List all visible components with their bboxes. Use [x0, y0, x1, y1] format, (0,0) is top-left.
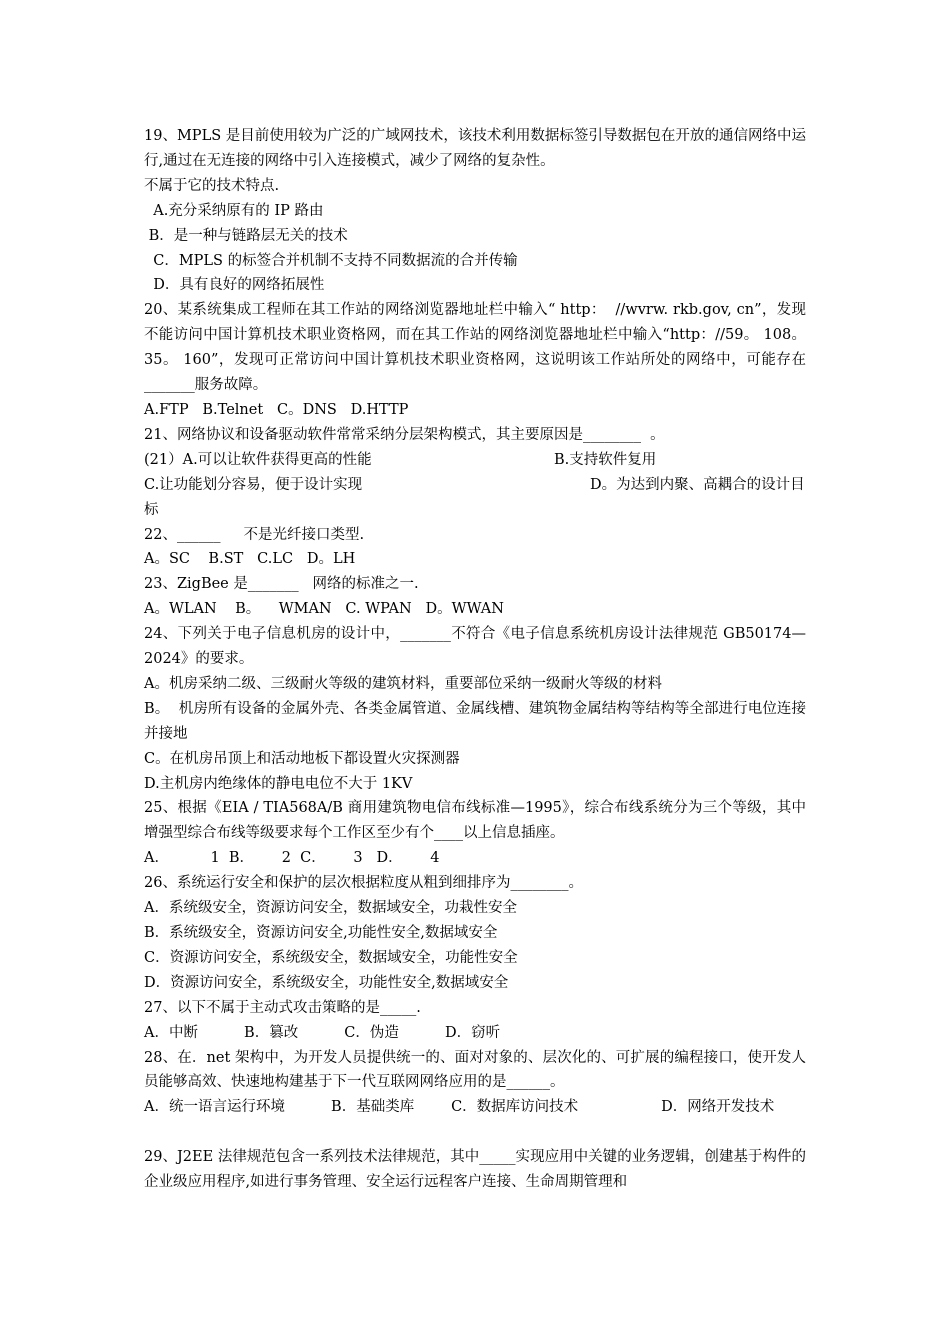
q23-options: A。WLAN B。 WMAN C. WPAN D。WWAN	[144, 601, 504, 618]
q21-options-row-2	[144, 473, 806, 523]
q26-option-c: C．资源访问安全，系统级安全，数据域安全，功能性安全	[144, 949, 518, 966]
q26-option-b: B．系统级安全，资源访问安全,功能性安全,数据域安全	[144, 925, 498, 941]
q21-option-a: (21）A.可以让软件获得更高的性能	[144, 451, 372, 468]
q20-stem: 20、某系统集成工程师在其工作站的网络浏览器地址栏中输入“ http： //wvrw. rkb.gov, cn”，发现不能访问中国计算机技术职业资格网，而在其工作站的网络浏览器地址栏中输入“http：//59。 108。 35。 160”，发现可正常访问中国计算机技术职业资格网，这说明该工作站所处的网络中，可能存在 _______服务故障。	[144, 302, 816, 394]
blank-line	[144, 1120, 806, 1145]
q24-option-d: D.主机房内绝缘体的静电电位不大于 1KV	[144, 775, 413, 792]
q21-stem: 21、网络协议和设备驱动软件常常采纳分层架构模式，其主要原因是________ 。	[144, 426, 665, 443]
q28-stem: 28、在．net 架构中，为开发人员提供统一的、面对对象的、层次化的、可扩展的编程接口，使开发人员能够高效、快速地构建基于下一代互联网网络应用的是______。	[144, 1049, 806, 1091]
q19-option-d: D．具有良好的网络拓展性	[144, 277, 325, 294]
q21-option-d: D。为达到内聚、高耦合的设计目标	[144, 476, 805, 518]
q24-stem: 24、下列关于电子信息机房的设计中，_______不符合《电子信息系统机房设计法律规范 GB50174—2024》的要求。	[144, 626, 806, 668]
document-body	[144, 124, 816, 1195]
q21-option-c: C.让功能划分容易，便于设计实现	[144, 476, 363, 493]
q27-options: A．中断 B．篡改 C．伪造 D．窃听	[144, 1024, 501, 1041]
q29-stem: 29、J2EE 法律规范包含一系列技术法律规范，其中_____实现应用中关键的业务逻辑，创建基于构件的企业级应用程序,如进行事务管理、安全运行远程客户连接、生命周期管理和	[144, 1149, 806, 1191]
q19-option-c: C．MPLS 的标签合并机制不支持不同数据流的合并传输	[144, 252, 518, 269]
q22-stem: 22、______ 不是光纤接口类型.	[144, 526, 365, 543]
q19-option-b: B．是一种与链路层无关的技术	[144, 227, 348, 244]
q25-options: A． 1 B． 2 C． 3 D． 4	[144, 850, 440, 867]
q21-option-b: B.支持软件复用	[554, 451, 657, 468]
q28-options: A．统一语言运行环境 B．基础类库 C．数据库访问技术 D．网络开发技术	[144, 1099, 775, 1116]
q19-stem-continued: 不属于它的技术特点.	[144, 177, 280, 194]
q27-stem: 27、以下不属于主动式攻击策略的是_____.	[144, 999, 421, 1016]
q25-stem: 25、根据《EIA / TIA568A/B 商用建筑物电信布线标准—1995》，综合布线系统分为三个等级，其中增强型综合布线等级要求每个工作区至少有个____以上信息插座。	[144, 800, 806, 842]
q23-stem: 23、ZigBee 是_______ 网络的标准之一.	[144, 576, 419, 593]
q19-stem: 19、MPLS 是目前使用较为广泛的广域网技术，该技术利用数据标签引导数据包在开放的通信网络中运行,通过在无连接的网络中引入连接模式，减少了网络的复杂性。	[144, 128, 806, 169]
q22-options: A。SC B.ST C.LC D。LH	[144, 551, 356, 568]
q26-stem: 26、系统运行安全和保护的层次根据粒度从粗到细排序为________。	[144, 875, 583, 892]
q19-option-a: A.充分采纳原有的 IP 路由	[144, 202, 324, 219]
q20-options: A.FTP B.Telnet C。DNS D.HTTP	[144, 401, 409, 418]
q26-option-d: D．资源访问安全，系统级安全，功能性安全,数据域安全	[144, 974, 509, 991]
q26-option-a: A．系统级安全，资源访问安全，数据域安全，功栽性安全	[144, 900, 517, 917]
q24-option-b: B。 机房所有设备的金属外壳、各类金属管道、金属线槽、建筑物金属结构等结构等全部进行电位连接并接地	[144, 700, 806, 742]
q24-option-a: A。机房采纳二级、三级耐火等级的建筑材料，重要部位采纳一级耐火等级的材料	[144, 675, 662, 692]
q21-options-row-1	[144, 448, 806, 473]
q24-option-c: C。在机房吊顶上和活动地板下都设置火灾探测器	[144, 750, 460, 767]
